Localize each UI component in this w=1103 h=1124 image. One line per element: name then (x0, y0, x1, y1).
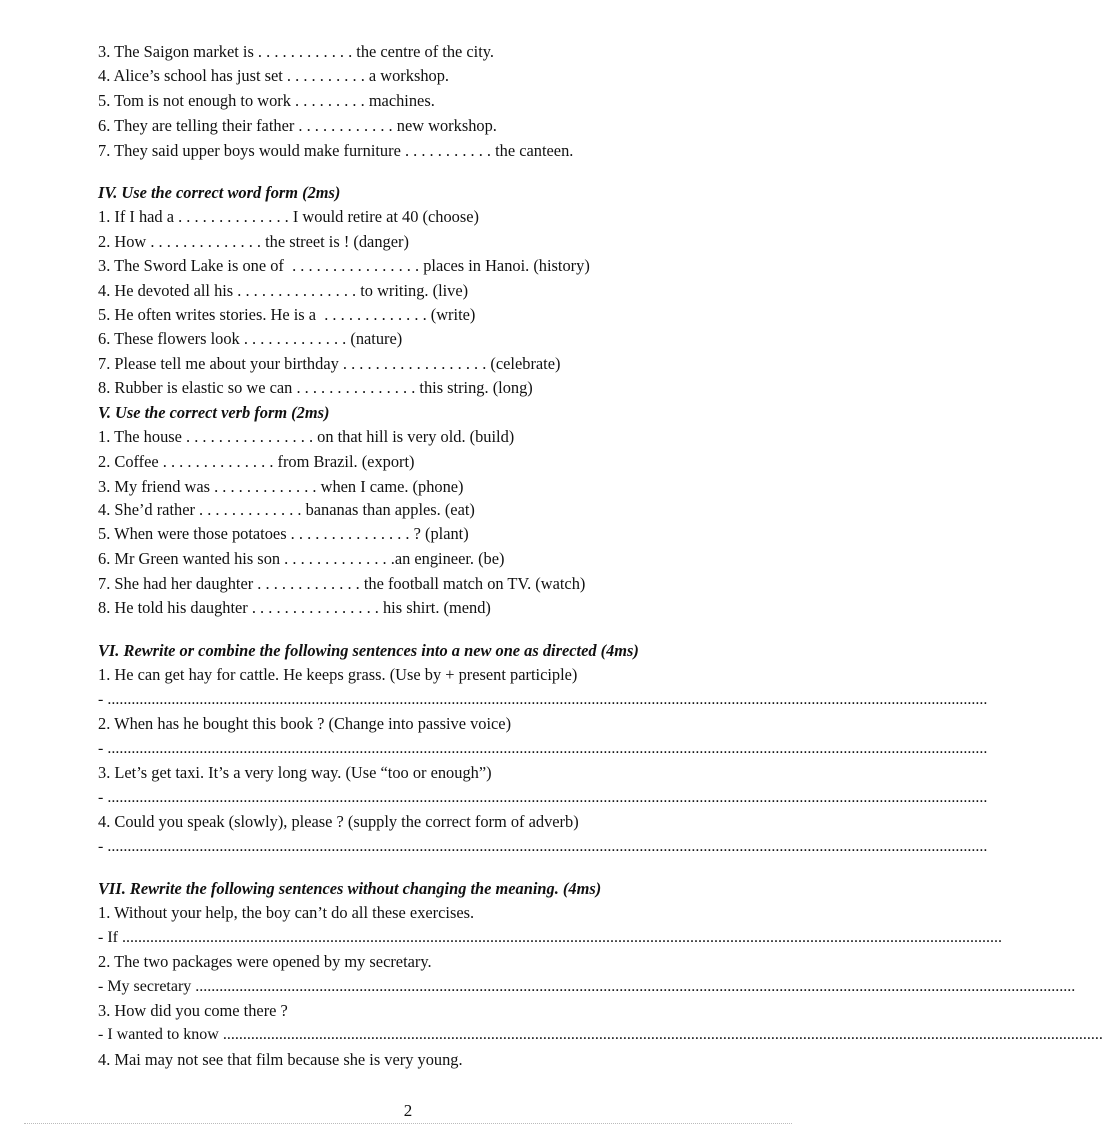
s4-item-7: 7. Please tell me about your birthday . . . . . . . . . . . . . . . . . . (celebrate) (98, 354, 561, 373)
s6-answer-line-4[interactable]: - ............................................................................................................................................................................................................................ (98, 838, 988, 855)
s4-item-2: 2. How . . . . . . . . . . . . . . the street is ! (danger) (98, 232, 409, 251)
s3-item-5: 5. Tom is not enough to work . . . . . . . . . machines. (98, 91, 435, 110)
s6-answer-line-1[interactable]: - ............................................................................................................................................................................................................................ (98, 691, 988, 708)
section-6-heading: VI. Rewrite or combine the following sentences into a new one as directed (4ms) (98, 641, 639, 660)
s5-item-4: 4. She’d rather . . . . . . . . . . . . . bananas than apples. (eat) (98, 500, 475, 519)
s6-answer-line-3[interactable]: - ............................................................................................................................................................................................................................ (98, 789, 988, 806)
s5-item-7: 7. She had her daughter . . . . . . . . . . . . . the football match on TV. (watch) (98, 574, 586, 593)
page-number: 2 (403, 1101, 413, 1120)
s5-item-1: 1. The house . . . . . . . . . . . . . . . . on that hill is very old. (build) (98, 427, 515, 446)
s5-item-8: 8. He told his daughter . . . . . . . . . . . . . . . . his shirt. (mend) (98, 598, 491, 617)
s6-item-4: 4. Could you speak (slowly), please ? (supply the correct form of adverb) (98, 812, 579, 831)
section-5-heading: V. Use the correct verb form (2ms) (98, 403, 330, 422)
s7-answer-line-3[interactable]: - I wanted to know ............................................................................................................................................................................................................................ (98, 1026, 1103, 1043)
s5-item-5: 5. When were those potatoes . . . . . . . . . . . . . . . ? (plant) (98, 524, 469, 543)
section-7-heading: VII. Rewrite the following sentences without changing the meaning. (4ms) (98, 879, 602, 898)
s4-item-8: 8. Rubber is elastic so we can . . . . . . . . . . . . . . . this string. (long) (98, 378, 533, 397)
s5-item-2: 2. Coffee . . . . . . . . . . . . . . from Brazil. (export) (98, 452, 415, 471)
s3-item-6: 6. They are telling their father . . . . . . . . . . . . new workshop. (98, 116, 497, 135)
s7-item-4: 4. Mai may not see that film because she is very young. (98, 1050, 463, 1069)
s6-item-3: 3. Let’s get taxi. It’s a very long way. (Use “too or enough”) (98, 763, 492, 782)
s7-item-1: 1. Without your help, the boy can’t do all these exercises. (98, 903, 475, 922)
s3-item-7: 7. They said upper boys would make furniture . . . . . . . . . . . the canteen. (98, 141, 574, 160)
s3-item-3: 3. The Saigon market is . . . . . . . . . . . . the centre of the city. (98, 42, 495, 61)
s6-answer-line-2[interactable]: - ............................................................................................................................................................................................................................ (98, 740, 988, 757)
s6-item-2: 2. When has he bought this book ? (Change into passive voice) (98, 714, 512, 733)
s4-item-6: 6. These flowers look . . . . . . . . . . . . . (nature) (98, 329, 403, 348)
s7-answer-line-2[interactable]: - My secretary ............................................................................................................................................................................................................................ (98, 978, 1076, 995)
s7-item-3: 3. How did you come there ? (98, 1001, 288, 1020)
s5-item-6: 6. Mr Green wanted his son . . . . . . . . . . . . . .an engineer. (be) (98, 549, 505, 568)
s4-item-4: 4. He devoted all his . . . . . . . . . . . . . . . to writing. (live) (98, 281, 469, 300)
s4-item-5: 5. He often writes stories. He is a . . . . . . . . . . . . . (write) (98, 305, 476, 324)
s4-item-1: 1. If I had a . . . . . . . . . . . . . . I would retire at 40 (choose) (98, 207, 479, 226)
s7-item-2: 2. The two packages were opened by my secretary. (98, 952, 432, 971)
section-4-heading: IV. Use the correct word form (2ms) (98, 183, 341, 202)
s4-item-3: 3. The Sword Lake is one of . . . . . . . . . . . . . . . . places in Hanoi. (history) (98, 256, 590, 275)
s6-item-1: 1. He can get hay for cattle. He keeps grass. (Use by + present participle) (98, 665, 578, 684)
s5-item-3: 3. My friend was . . . . . . . . . . . . . when I came. (phone) (98, 477, 464, 496)
s7-answer-line-1[interactable]: - If ............................................................................................................................................................................................................................ (98, 929, 1002, 946)
s3-item-4: 4. Alice’s school has just set . . . . . . . . . . a workshop. (98, 66, 450, 85)
